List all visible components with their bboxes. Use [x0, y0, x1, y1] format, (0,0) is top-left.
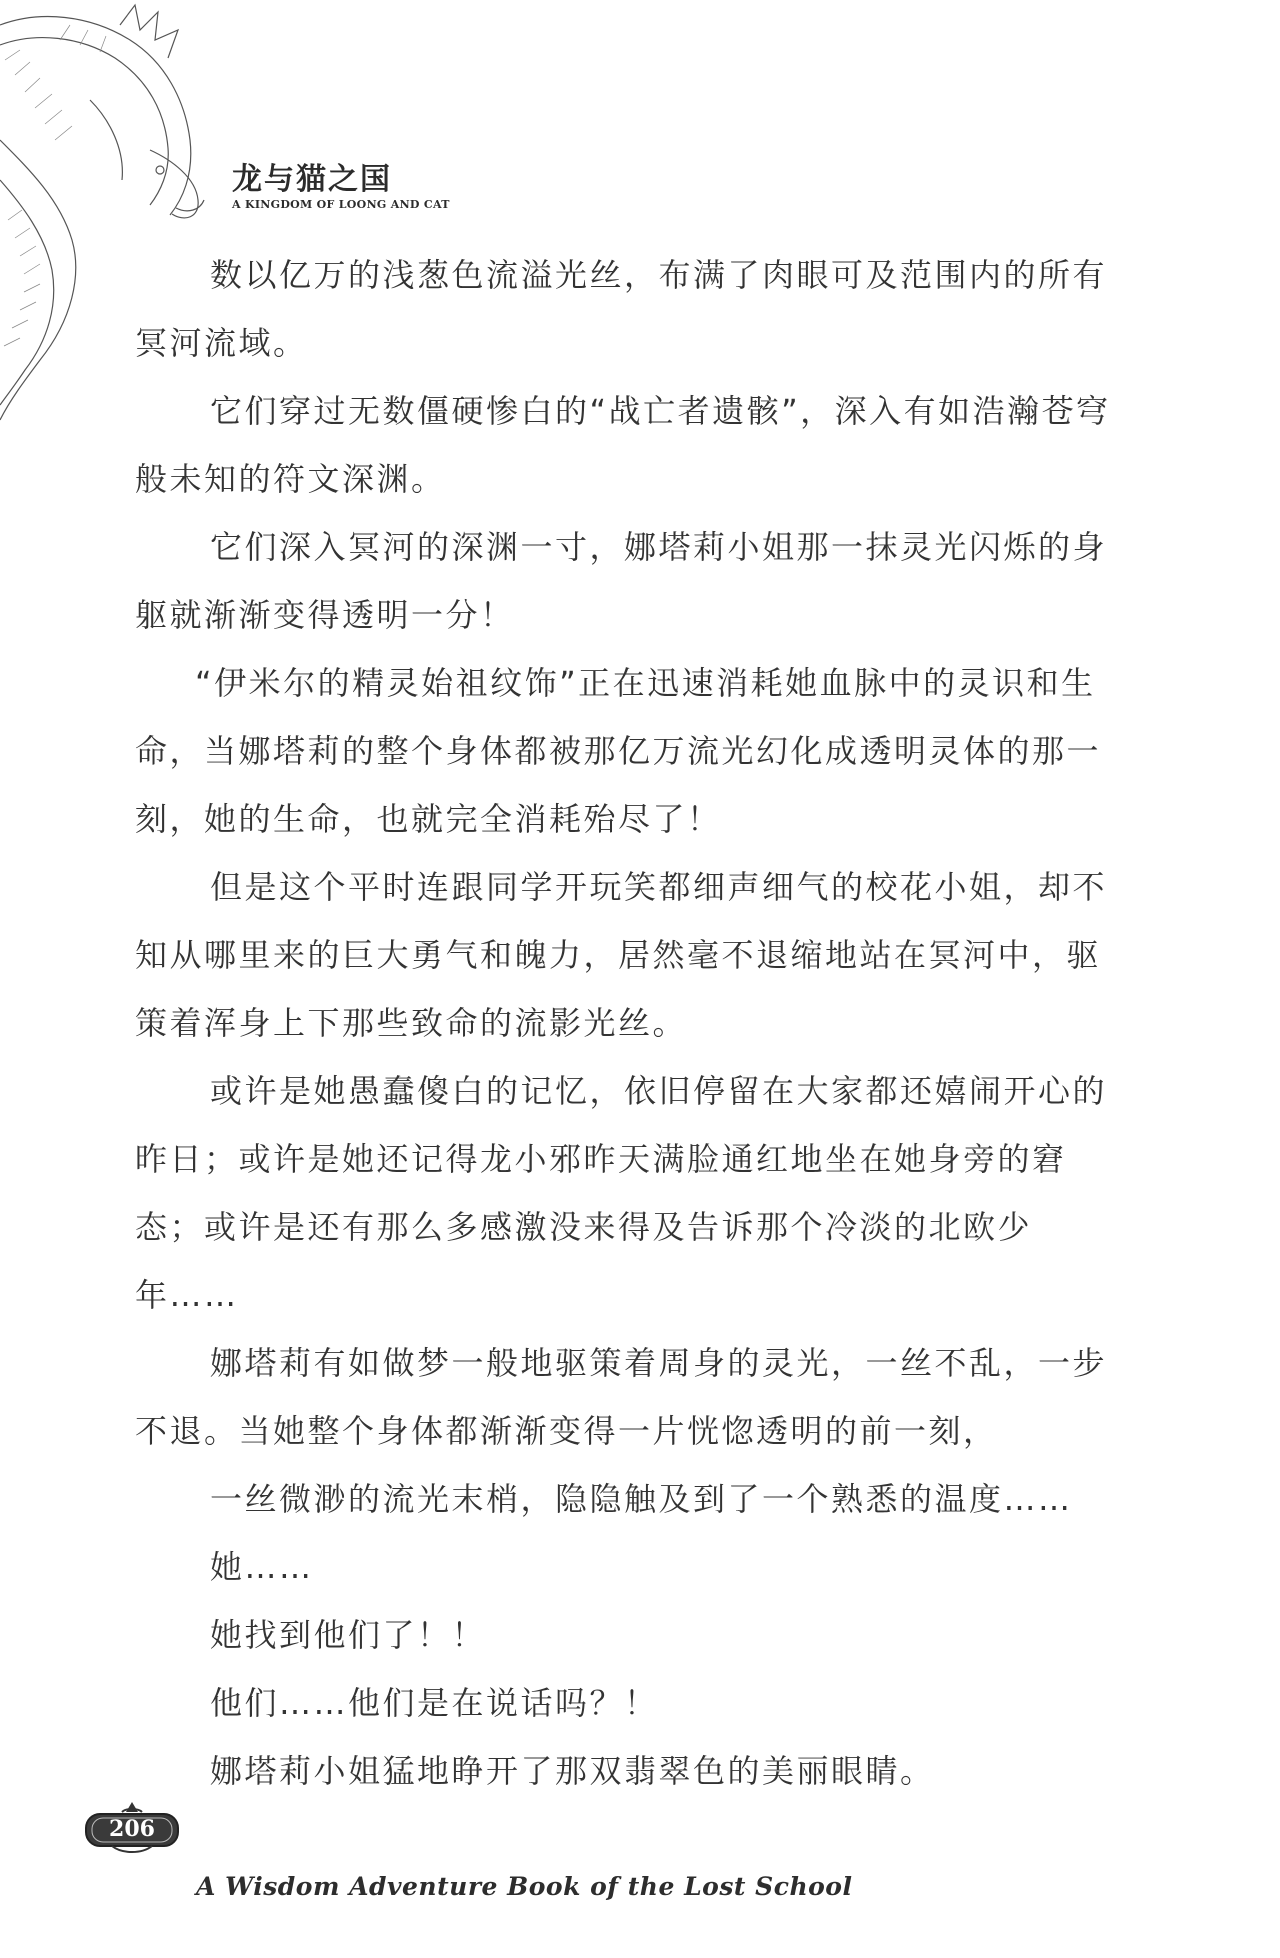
paragraph: 但是这个平时连跟同学开玩笑都细声细气的校花小姐，却不知从哪里来的巨大勇气和魄力，居然毫不退缩地站在冥河中，驱策着浑身上下那些致命的流影光丝。 — [135, 868, 1108, 1042]
body-text — [135, 241, 1135, 1805]
book-series-subtitle: A KINGDOM OF LOONG AND CAT — [232, 198, 450, 211]
paragraph: 他们……他们是在说话吗？！ — [210, 1684, 659, 1722]
page-number: 206 — [109, 1816, 155, 1842]
paragraph: 她找到他们了！！ — [210, 1616, 487, 1654]
running-header — [232, 162, 450, 211]
paragraph: 娜塔莉小姐猛地睁开了那双翡翠色的美丽眼睛。 — [210, 1752, 935, 1790]
paragraph: 数以亿万的浅葱色流溢光丝，布满了肉眼可及范围内的所有冥河流域。 — [135, 256, 1108, 362]
book-title-footer: A Wisdom Adventure Book of the Lost School — [196, 1872, 853, 1901]
paragraph: 它们穿过无数僵硬惨白的“战亡者遗骸”，深入有如浩瀚苍穹般未知的符文深渊。 — [135, 392, 1111, 498]
paragraph: 它们深入冥河的深渊一寸，娜塔莉小姐那一抹灵光闪烁的身躯就渐渐变得透明一分！ — [135, 528, 1108, 634]
paragraph: “伊米尔的精灵始祖纹饰”正在迅速消耗她血脉中的灵识和生命，当娜塔莉的整个身体都被那亿万流光幻化成透明灵体的那一刻，她的生命，也就完全消耗殆尽了！ — [135, 664, 1102, 838]
paragraph: 娜塔莉有如做梦一般地驱策着周身的灵光，一丝不乱，一步不退。当她整个身体都渐渐变得一片恍惚透明的前一刻， — [135, 1344, 1108, 1450]
paragraph: 一丝微渺的流光末梢，隐隐触及到了一个熟悉的温度…… — [210, 1480, 1073, 1518]
paragraph: 或许是她愚蠢傻白的记忆，依旧停留在大家都还嬉闹开心的昨日；或许是她还记得龙小邪昨天满脸通红地坐在她身旁的窘态；或许是还有那么多感激没来得及告诉那个冷淡的北欧少年…… — [135, 1072, 1108, 1314]
book-series-title: 龙与猫之国 — [232, 162, 392, 197]
paragraph: 她…… — [210, 1548, 314, 1586]
